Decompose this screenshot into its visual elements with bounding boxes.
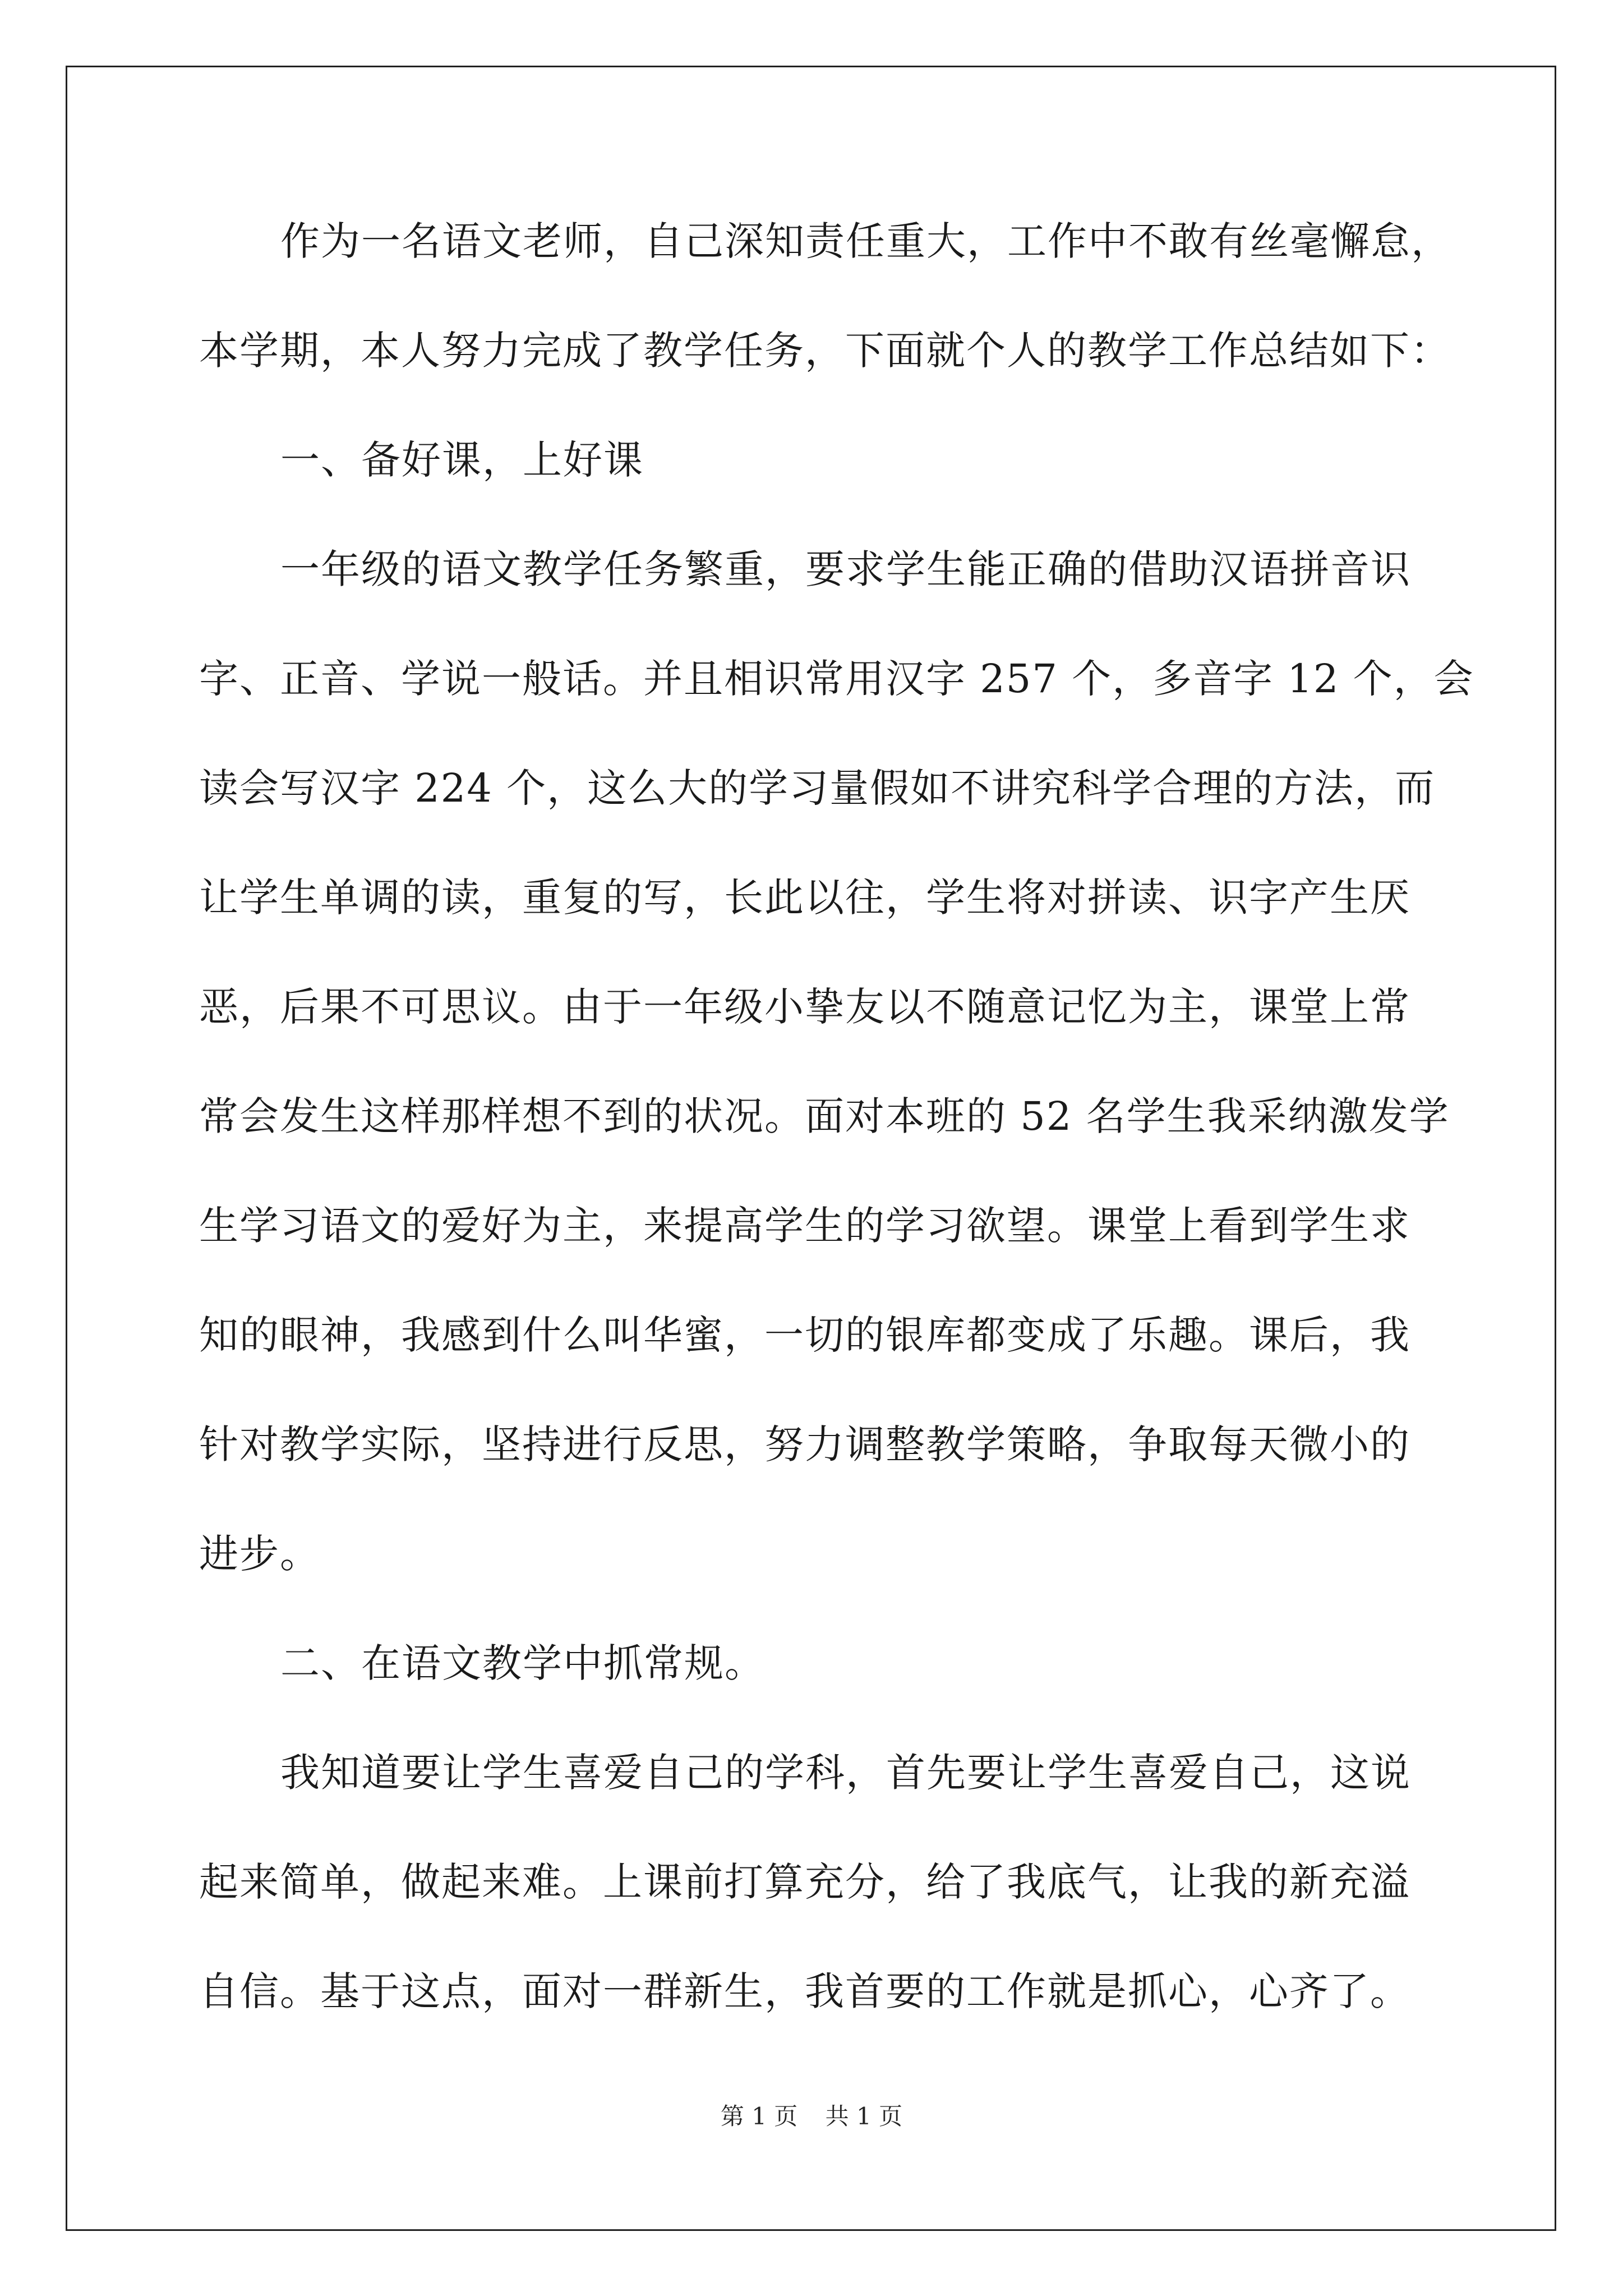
paragraph-line: 字、正音、学说一般话。并且相识常用汉字 257 个，多音字 12 个，会 bbox=[199, 656, 1474, 702]
paragraph-line: 起来简单，做起来难。上课前打算充分，给了我底气，让我的新充溢 bbox=[199, 1859, 1410, 1905]
paragraph-line: 针对教学实际，坚持进行反思，努力调整教学策略，争取每天微小的 bbox=[199, 1421, 1410, 1467]
document-body bbox=[199, 208, 1474, 2067]
page-footer bbox=[0, 2098, 1623, 2132]
page-total: 共 1 页 bbox=[825, 2102, 903, 2130]
paragraph-line: 我知道要让学生喜爱自己的学科，首先要让学生喜爱自己，这说 bbox=[280, 1750, 1411, 1796]
paragraph-line: 本学期，本人努力完成了教学任务，下面就个人的教学工作总结如下： bbox=[199, 328, 1451, 374]
paragraph-line: 常会发生这样那样想不到的状况。面对本班的 52 名学生我采纳激发学 bbox=[199, 1093, 1450, 1139]
paragraph-line: 自信。基于这点，面对一群新生，我首要的工作就是抓心，心齐了。 bbox=[199, 1968, 1410, 2014]
paragraph-line: 读会写汉字 224 个，这么大的学习量假如不讲究科学合理的方法，而 bbox=[199, 765, 1436, 811]
paragraph-line: 让学生单调的读，重复的写，长此以往，学生将对拼读、识字产生厌 bbox=[199, 875, 1410, 921]
paragraph-line: 恶，后果不可思议。由于一年级小挚友以不随意记忆为主，课堂上常 bbox=[199, 984, 1410, 1030]
section-heading: 一、备好课，上好课 bbox=[280, 437, 644, 483]
paragraph-line: 一年级的语文教学任务繁重，要求学生能正确的借助汉语拼音识 bbox=[280, 546, 1411, 592]
page-number: 第 1 页 bbox=[720, 2102, 798, 2130]
paragraph-line: 生学习语文的爱好为主，来提高学生的学习欲望。课堂上看到学生求 bbox=[199, 1203, 1410, 1249]
section-heading: 二、在语文教学中抓常规。 bbox=[280, 1640, 765, 1686]
paragraph-line: 进步。 bbox=[199, 1531, 320, 1577]
paragraph-line: 知的眼神，我感到什么叫华蜜，一切的银库都变成了乐趣。课后，我 bbox=[199, 1312, 1410, 1358]
paragraph-line: 作为一名语文老师，自己深知责任重大，工作中不敢有丝毫懈怠， bbox=[280, 218, 1451, 264]
